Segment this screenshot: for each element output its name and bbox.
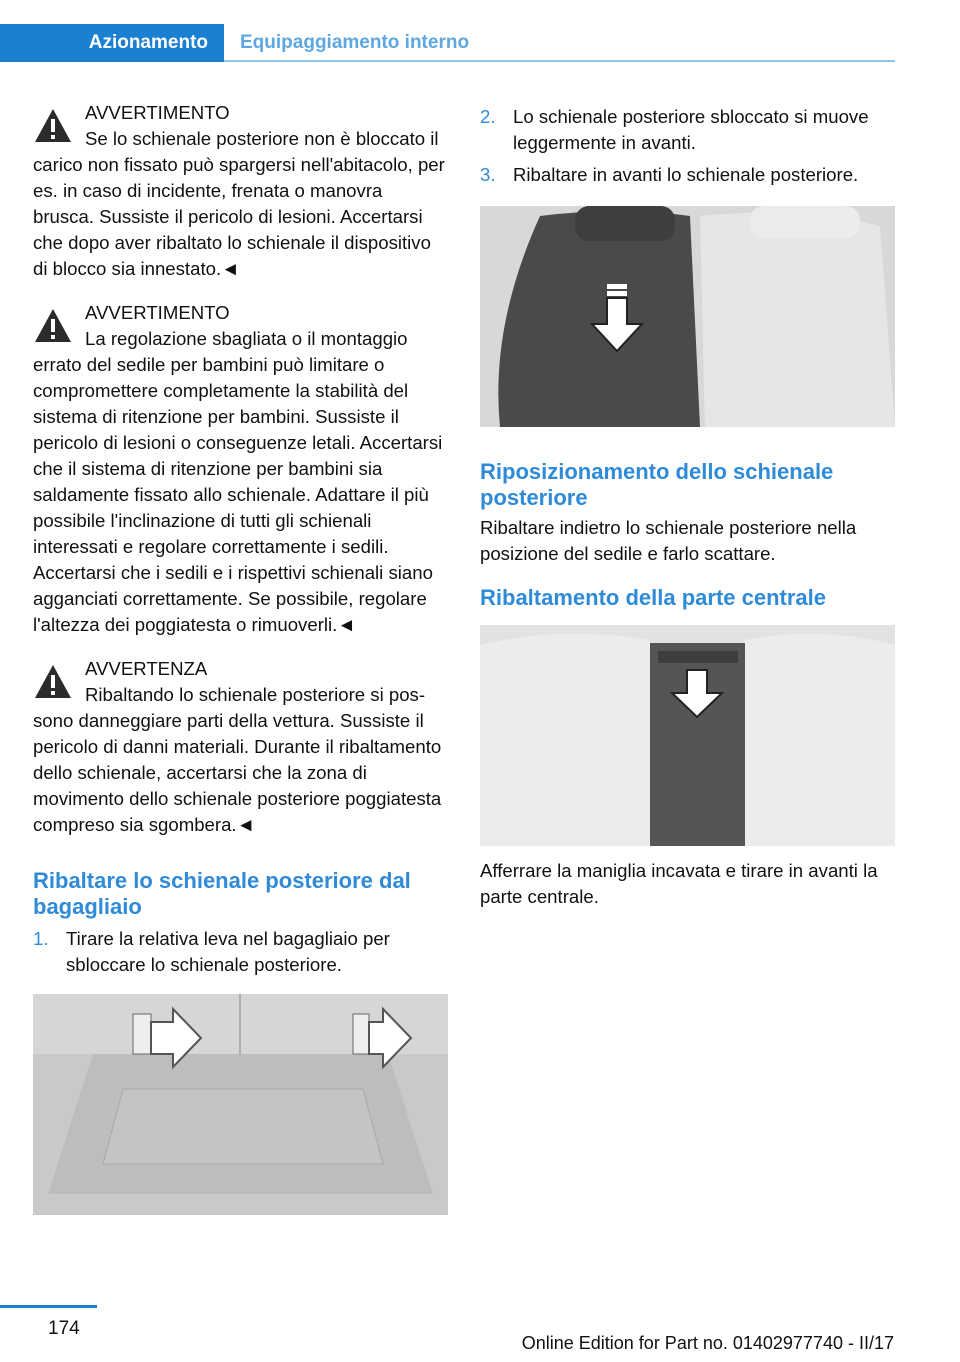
list-item xyxy=(480,104,895,156)
section-heading-parte-centrale: Ribaltamento della parte centrale xyxy=(480,585,826,610)
warning-title: AVVERTIMENTO xyxy=(85,102,230,123)
warning-body: Se lo schienale posteriore non è bloccato il carico non fissato può spargersi nell'abitacolo, per es. in caso di incidente, frenata o manovra brusca. Sussiste il pericolo di lesioni. Accertarsi che dopo aver ribaltato lo schienale il dispositivo di blocco sia innestato.◄ xyxy=(33,128,445,279)
tab-azionamento[interactable]: Azionamento xyxy=(0,24,224,62)
warning-triangle-icon xyxy=(33,662,73,702)
warning-triangle-icon xyxy=(33,306,73,346)
tab-equipaggiamento-interno[interactable]: Equipaggiamento interno xyxy=(240,32,470,53)
edition-text: Online Edition for Part no. 01402977740 - II/17 xyxy=(521,1333,894,1353)
list-number: 3. xyxy=(480,164,496,185)
list-text: Ribaltare in avanti lo schienale posteriore. xyxy=(513,164,859,185)
page-header xyxy=(0,0,960,62)
warning-block-1 xyxy=(33,100,448,282)
warning-block-2 xyxy=(33,300,448,638)
trunk-image xyxy=(33,994,448,1215)
warning-title: AVVERTENZA xyxy=(85,658,208,679)
list-text: Tirare la relativa leva nel bagagliaio per sbloccare lo schienale posteriore. xyxy=(66,928,390,975)
left-column xyxy=(33,100,448,1215)
center-section-image xyxy=(480,625,895,846)
section-heading-ribaltare: Ribaltare lo schienale posteriore dal bagagliaio xyxy=(33,868,411,919)
warning-triangle-icon xyxy=(33,106,73,146)
section-text-parte-centrale: Afferrare la maniglia incavata e tirare in avanti la parte centrale. xyxy=(480,860,878,907)
warning-body: Ribaltando lo schienale posteriore si possono danneggiare parti della vettura. Sussiste il pericolo di danni materiali. Durante il ribaltamento dello schienale, accertarsi che la zona di movimento dello schienale posteriore poggiatesta compreso sia sgombera.◄ xyxy=(33,684,442,835)
seat-fold-image xyxy=(480,206,895,427)
warning-title: AVVERTIMENTO xyxy=(85,302,230,323)
list-number: 1. xyxy=(33,928,49,949)
seat-fold-illustration xyxy=(480,206,895,427)
page-number: 174 xyxy=(48,1318,80,1339)
warning-block-3 xyxy=(33,656,448,838)
section-heading-riposizionamento: Riposizionamento dello schienale posteriore xyxy=(480,459,834,510)
warning-body: La regolazione sbagliata o il montaggio errato del sedile per bambini può limitare o compromettere completamente la stabilità del sistema di ritenzione per bambini. Sussiste il pericolo di lesioni o conseguenze letali. Accertarsi che il sistema di ritenzione per bambini sia saldamente fissato allo schienale. Adattare il più possibile l'inclinazione di tutti gli schienali interessati e regolare correttamente i sedili. Accertarsi che i sedili e i rispettivi schienali siano agganciati correttamente. Se possibile, regolare l'altezza dei poggiatesta o rimuoverli.◄ xyxy=(33,328,443,635)
list-item xyxy=(33,926,448,978)
section-text-riposizionamento: Ribaltare indietro lo schienale posteriore nella posizione del sedile e farlo scattare. xyxy=(480,517,857,564)
footer-divider xyxy=(0,1305,97,1308)
trunk-illustration xyxy=(33,994,448,1215)
right-column xyxy=(480,104,895,910)
center-section-illustration xyxy=(480,625,895,846)
list-item xyxy=(480,162,895,188)
list-number: 2. xyxy=(480,106,496,127)
header-divider xyxy=(224,60,895,62)
list-text: Lo schienale posteriore sbloccato si muove leggermente in avanti. xyxy=(513,106,869,153)
